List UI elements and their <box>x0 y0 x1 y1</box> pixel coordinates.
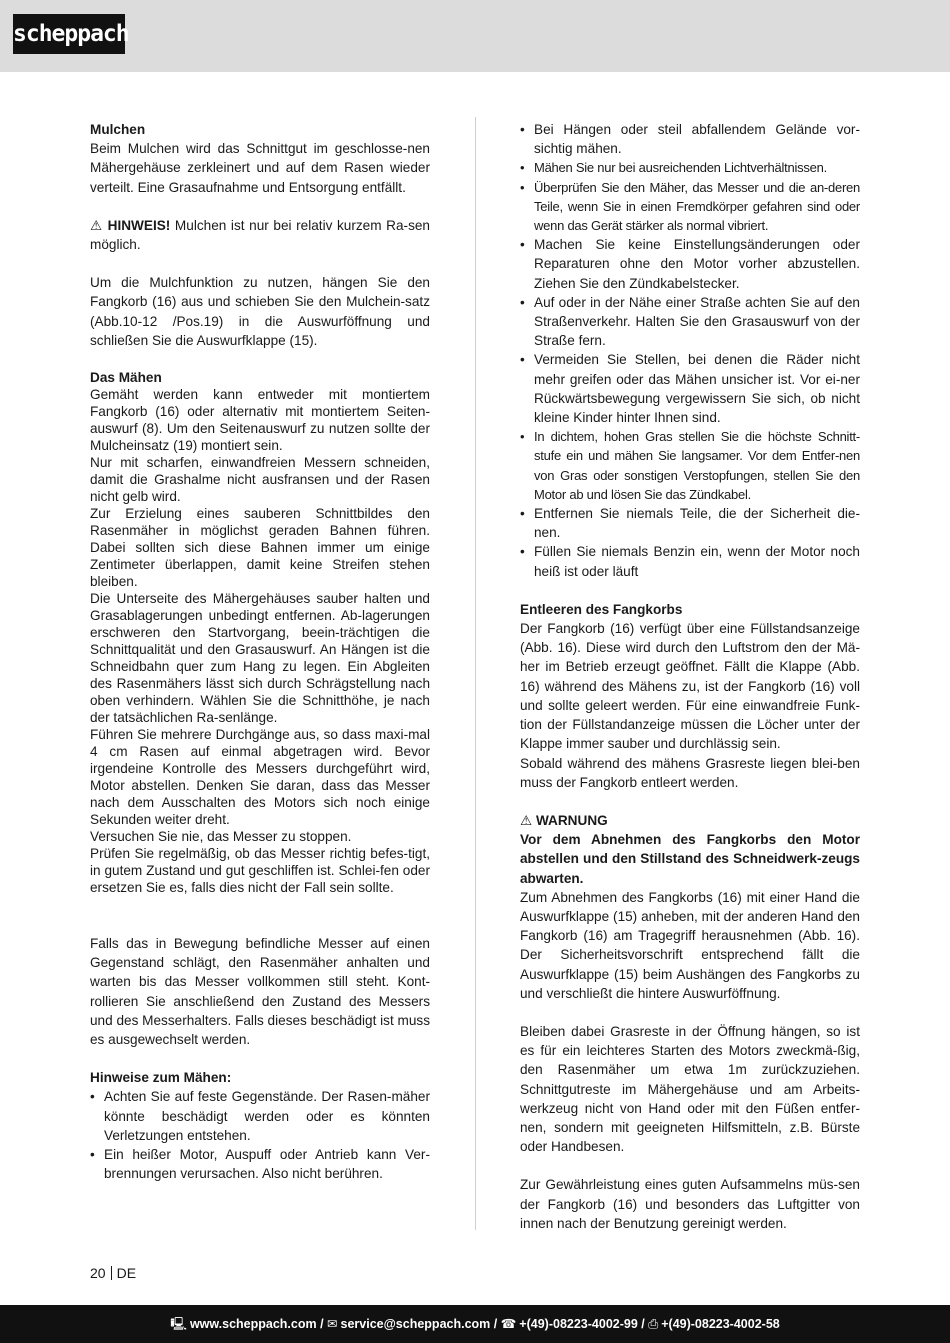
list-item: • Machen Sie keine Einstellungsänderungen oder Reparaturen ohne den Motor vorher abzustellen. Ziehen Sie den Zündkabelstecker. <box>520 235 860 293</box>
phone-icon: ☎ <box>500 1317 517 1331</box>
falls-text: Falls das in Bewegung befindliche Messer auf einen Gegenstand schlägt, den Rasenmäher anhalten und warten bis das Messer vollkommen still steht. Kont-rollieren Sie anschließend den Zustand des Messers und des Messerhalters. Falls dieses beschädigt ist muss es ausgewechselt werden. <box>90 936 430 1048</box>
entleeren-paragraph-2: Sobald während des mähens Grasreste liegen blei-ben muss der Fangkorb entleert werden. <box>520 755 860 790</box>
gewaehr-text: Zur Gewährleistung eines guten Aufsammelns müs-sen der Fangkorb (16) und besonders das Luftgitter von innen nach der Benutzung gereinigt werden. <box>520 1177 860 1231</box>
list-item: • Achten Sie auf feste Gegenstände. Der Rasen-mäher könnte beschädigt werden oder es könnten Verletzungen entstehen. <box>90 1087 430 1145</box>
list-item: • In dichtem, hohen Gras stellen Sie die höchste Schnitt-stufe ein und mähen Sie langsamer. Vor dem Entfer-nen von Gras oder sonstigen Verstopfungen, stellen Sie den Motor ab und lösen Sie das Zündkabel. <box>520 427 860 504</box>
hinweis-note <box>90 216 430 254</box>
scheppach-logo: scheppach <box>13 14 125 54</box>
list-item: • Füllen Sie niemals Benzin ein, wenn der Motor noch heiß ist oder läuft <box>520 542 860 580</box>
safety-list <box>520 120 860 581</box>
maehen-paragraph-2: Nur mit scharfen, einwandfreien Messern schneiden, damit die Grashalme nicht ausfransen und der Rasen nicht gelb wird. <box>90 455 430 505</box>
footer-mail: service@scheppach.com / <box>340 1317 498 1331</box>
mulchen-text: Beim Mulchen wird das Schnittgut im geschlosse-nen Mähergehäuse zerkleinert und auf dem Rasen wieder verteilt. Eine Grasaufnahme und Entsorgung entfällt. <box>90 141 430 195</box>
maehen-paragraph-4: Die Unterseite des Mähergehäuses sauber halten und Grasablagerungen unbedingt entfernen. Ab-lagerungen erschweren den Startvorgang, beein-trächtigen die Schnittqualität und den Grasauswurf. An Hängen ist die Schneidbahn quer zum Hang zu legen. Ein Abgleiten des Rasenmähers lässt sich durch Schrägstellung nach oben verhindern. Wählen Sie die Schnitthöhe, je nach der tatsächlichen Ra-senlänge. <box>90 591 430 726</box>
entleeren-paragraph-1: Der Fangkorb (16) verfügt über eine Füllstandsanzeige (Abb. 16). Diese wird durch den Luftstrom den der Mä-her im Betrieb erzeugt geöffnet. Fällt die Klappe (Abb. 16) während des Mähens zu, ist der Fangkorb (16) voll und sollte geleert werden. Für eine einwandfreie Funk-tion der Füllstandanzeige müssen die Löcher unter der Klappe immer sauber und durchlässig sein. <box>520 621 860 752</box>
page-language: DE <box>116 1265 137 1281</box>
mulchen-heading: Mulchen <box>90 122 146 137</box>
list-item: • Mähen Sie nur bei ausreichenden Lichtverhältnissen. <box>520 158 860 177</box>
mulch-usage-text: Um die Mulchfunktion zu nutzen, hängen Sie den Fangkorb (16) aus und schieben Sie den Mulchein-satz (Abb.10-12 /Pos.19) in die Auswurföffnung und schließen Sie die Auswurfklappe (15). <box>90 275 430 348</box>
footer-web: www.scheppach.com / <box>189 1317 324 1331</box>
list-item: • Auf oder in der Nähe einer Straße achten Sie auf den Straßenverkehr. Halten Sie den Grasauswurf von der Straße fern. <box>520 293 860 351</box>
list-item: • Bei Hängen oder steil abfallendem Gelände vor-sichtig mähen. <box>520 120 860 158</box>
right-column <box>520 120 860 1233</box>
maehen-paragraph-3: Zur Erzielung eines sauberen Schnittbildes den Rasenmäher in möglichst geraden Bahnen führen. Dabei sollten sich diese Bahnen immer um einige Zentimeter überlappen, damit keine Streifen stehen bleiben. <box>90 506 430 590</box>
warnung-heading <box>520 811 860 830</box>
maehen-paragraph-5: Führen Sie mehrere Durchgänge aus, so dass maxi-mal 4 cm Rasen auf einmal abgetragen wird. Bevor irgendeine Kontrolle des Messers durchgeführt wird, Motor abstellen. Denken Sie daran, dass das Messer nach dem Ausschalten des Motors sich noch einige Sekunden weiter dreht. <box>90 727 430 828</box>
maehen-paragraph-6: Versuchen Sie nie, das Messer zu stoppen. <box>90 829 352 845</box>
list-item: • Ein heißer Motor, Auspuff oder Antrieb kann Ver-brennungen verursachen. Also nicht berühren. <box>90 1145 430 1183</box>
list-item: • Entfernen Sie niemals Teile, die der Sicherheit die-nen. <box>520 504 860 542</box>
hinweise-list <box>90 1087 430 1183</box>
contact-footer <box>0 1305 950 1343</box>
column-divider <box>475 117 476 1230</box>
hinweise-heading: Hinweise zum Mähen: <box>90 1070 232 1086</box>
header-bar <box>0 0 950 72</box>
list-item: • Vermeiden Sie Stellen, bei denen die Räder nicht mehr greifen oder das Mähen unsicher ist. Vor ei-ner Rückwärtsbewegung vergewissern Sie sich, ob nicht kleine Kinder hinter Ihnen sind. <box>520 350 860 427</box>
envelope-icon: ✉ <box>327 1317 338 1331</box>
maehen-heading: Das Mähen <box>90 370 162 386</box>
hinweis-text: Mulchen ist nur bei relativ kurzem Ra-sen möglich. <box>90 217 430 253</box>
maehen-paragraph-7: Prüfen Sie regelmäßig, ob das Messer richtig befes-tigt, in gutem Zustand und gut geschliffen ist. Schlei-fen oder ersetzen Sie es, falls dies nicht der Fall sein sollte. <box>90 846 430 896</box>
list-item: • Überprüfen Sie den Mäher, das Messer und die an-deren Teile, wenn Sie in einen Fremdkörper gefahren sind oder wenn das Gerät stärker als normal vibriert. <box>520 178 860 236</box>
maehen-paragraph-1: Gemäht werden kann entweder mit montiertem Fangkorb (16) oder alternativ mit montiertem Seiten-auswurf (8). Um den Seitenauswurf zu nutzen sollte der Mulcheinsatz (19) montiert sein. <box>90 387 430 454</box>
fax-icon: ⎙ <box>648 1317 659 1331</box>
warnung-label: WARNUNG <box>535 812 608 828</box>
page-number <box>90 1265 136 1281</box>
page-number-value: 20 <box>90 1265 106 1281</box>
warnung-bold-text: Vor dem Abnehmen des Fangkorbs den Motor abstellen und den Stillstand des Schneidwerk-zeugs abwarten. <box>520 832 860 886</box>
left-column <box>90 120 430 1183</box>
computer-icon: 🖳 <box>170 1317 187 1331</box>
bleiben-text: Bleiben dabei Grasreste in der Öffnung hängen, so ist es für ein leichteres Starten des Motors zweckmä-ßig, den Rasenmäher um etwa 1m zurückzuziehen. Schnittgutreste im Mähergehäuse und am Arbeits-werkzeug nicht von Hand oder mit den Füßen entfer-nen, sondern mit geeigneten Hilfsmitteln, z.B. Bürste oder Handbesen. <box>520 1023 860 1155</box>
warning-icon: ⚠ <box>520 812 533 828</box>
warnung-text: Zum Abnehmen des Fangkorbs (16) mit einer Hand die Auswurfklappe (15) anheben, mit der anderen Hand den Fangkorb (16) am Tragegriff herausnehmen (Abb. 16). Der Sicherheitsvorschrift entsprechend fällt die Auswurfklappe (15) beim Aushängen des Fangkorbs zu und verschließt die hintere Auswurföffnung. <box>520 889 860 1001</box>
footer-fax: +(49)-08223-4002-58 <box>661 1317 780 1331</box>
warning-icon: ⚠ <box>90 217 104 233</box>
entleeren-heading: Entleeren des Fangkorbs <box>520 601 683 617</box>
hinweis-label: HINWEIS! <box>107 217 171 233</box>
footer-phone: +(49)-08223-4002-99 / <box>519 1317 645 1331</box>
